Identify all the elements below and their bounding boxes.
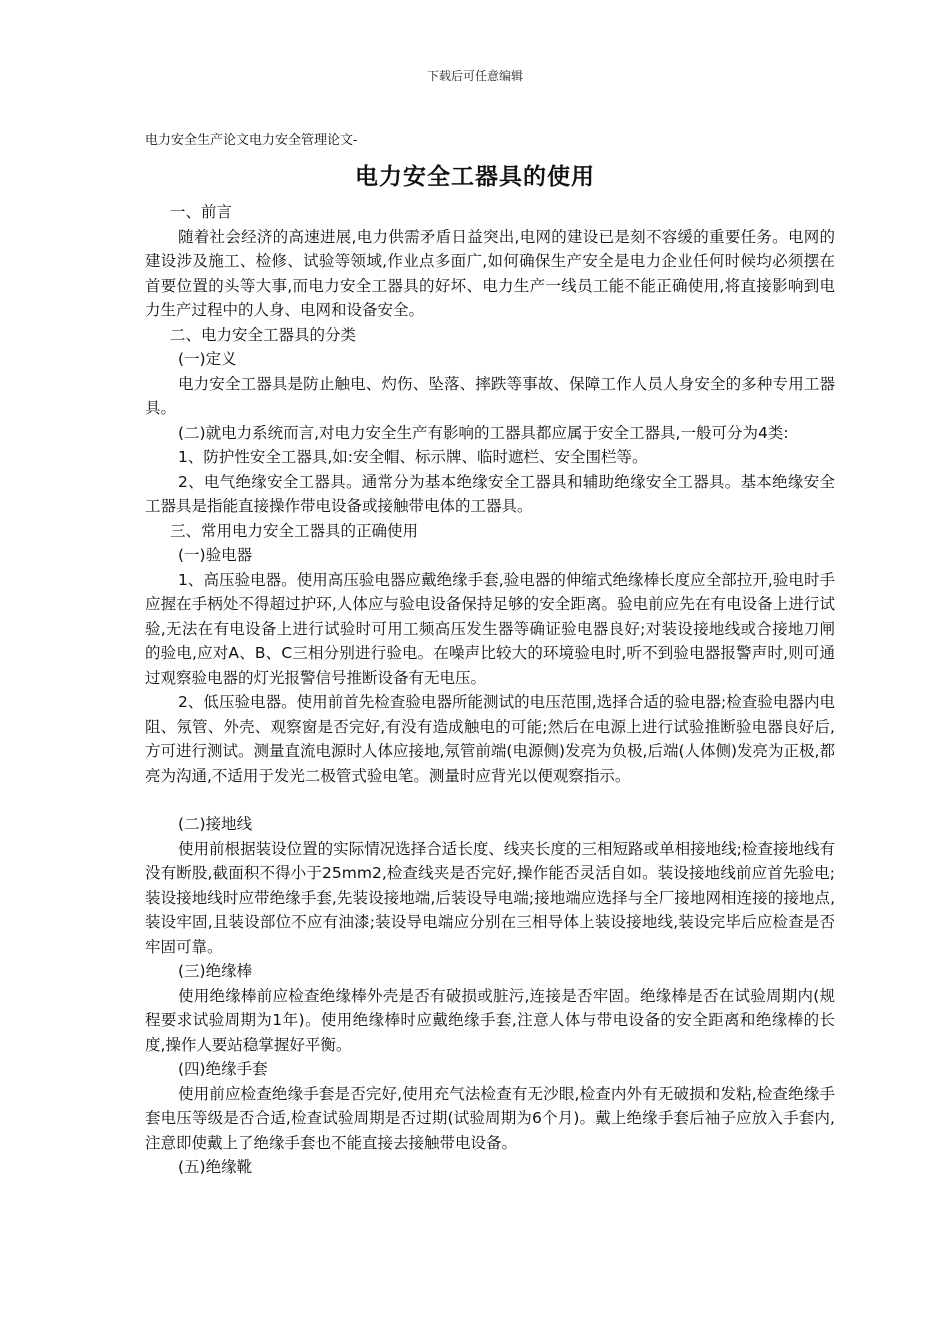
body-paragraph: (四)绝缘手套: [178, 1060, 268, 1078]
body-paragraph: 2、低压验电器。使用前首先检查验电器所能测试的电压范围,选择合适的验电器;检查验电器内电阻、氖管、外壳、观察窗是否完好,有没有造成触电的可能;然后在电源上进行试验推断验电器良好后,方可进行测试。测量直流电源时人体应接地,氖管前端(电源侧)发亮为负极,后端(人体侧)发亮为正极,都亮为沟通,不适用于发光二极管式验电笔。测量时应背光以便观察指示。: [145, 693, 835, 785]
section-heading: 三、常用电力安全工器具的正确使用: [170, 521, 419, 540]
body-paragraph: (二)接地线: [178, 815, 253, 833]
body-paragraph: 1、防护性安全工器具,如:安全帽、标示牌、临时遮栏、安全围栏等。: [178, 448, 648, 466]
body-paragraph: 使用绝缘棒前应检查绝缘棒外壳是否有破损或脏污,连接是否牢固。绝缘棒是否在试验周期内(规程要求试验周期为1年)。使用绝缘棒时应戴绝缘手套,注意人体与带电设备的安全距离和绝缘棒的长度,操作人要站稳掌握好平衡。: [145, 986, 835, 1054]
section-heading: 一、前言: [170, 203, 233, 221]
body-paragraph: (五)绝缘靴: [178, 1158, 253, 1176]
body-paragraph: 1、高压验电器。使用高压验电器应戴绝缘手套,验电器的伸缩式绝缘棒长度应全部拉开,验电时手应握在手柄处不得超过护环,人体应与验电设备保持足够的安全距离。验电前应先在有电设备上进行试验,无法在有电设备上进行试验时可用工频高压发生器等确证验电器良好;对装设接地线或合接地刀闸的验电,应对A、B、C三相分别进行验电。在噪声比较大的环境验电时,听不到验电器报警声时,则可通过观察验电器的灯光报警信号推断设备有无电压。: [145, 570, 835, 687]
page-title: 电力安全工器具的使用: [355, 164, 595, 190]
body-paragraph: 2、电气绝缘安全工器具。通常分为基本绝缘安全工器具和辅助绝缘安全工器具。基本绝缘安全工器具是指能直接操作带电设备或接触带电体的工器具。: [145, 472, 835, 515]
body-paragraph: (一)定义: [178, 350, 237, 368]
document-body: [145, 200, 835, 1180]
breadcrumb: 电力安全生产论文电力安全管理论文-: [145, 133, 358, 148]
body-paragraph: 电力安全工器具是防止触电、灼伤、坠落、摔跌等事故、保障工作人员人身安全的多种专用工器具。: [145, 374, 835, 417]
body-paragraph: 使用前应检查绝缘手套是否完好,使用充气法检查有无沙眼,检查内外有无破损和发粘,检查绝缘手套电压等级是否合适,检查试验周期是否过期(试验周期为6个月)。戴上绝缘手套后袖子应放入手套内,注意即使戴上了绝缘手套也不能直接去接触带电设备。: [145, 1084, 835, 1152]
body-paragraph: (二)就电力系统而言,对电力安全生产有影响的工器具都应属于安全工器具,一般可分为4类:: [178, 423, 789, 442]
body-paragraph: (三)绝缘棒: [178, 962, 253, 980]
body-paragraph: 使用前根据装设位置的实际情况选择合适长度、线夹长度的三相短路或单相接地线;检查接地线有没有断股,截面积不得小于25mm2,检查线夹是否完好,操作能否灵活自如。装设接地线前应首先验电;装设接地线时应带绝缘手套,先装设接地端,后装设导电端;接地端应选择与全厂接地网相连接的接地点,装设牢固,且装设部位不应有油漆;装设导电端应分别在三相导体上装设接地线,装设完毕后应检查是否牢固可靠。: [145, 839, 835, 956]
section-heading: 二、电力安全工器具的分类: [170, 325, 357, 344]
body-paragraph: (一)验电器: [178, 546, 253, 564]
header-note: 下载后可任意编辑: [426, 69, 523, 83]
body-paragraph: 随着社会经济的高速进展,电力供需矛盾日益突出,电网的建设已是刻不容缓的重要任务。电网的建设涉及施工、检修、试验等领域,作业点多面广,如何确保生产安全是电力企业任何时候均必须摆在首要位置的头等大事,而电力安全工器具的好坏、电力生产一线员工能不能正确使用,将直接影响到电力生产过程中的人身、电网和设备安全。: [145, 227, 835, 319]
